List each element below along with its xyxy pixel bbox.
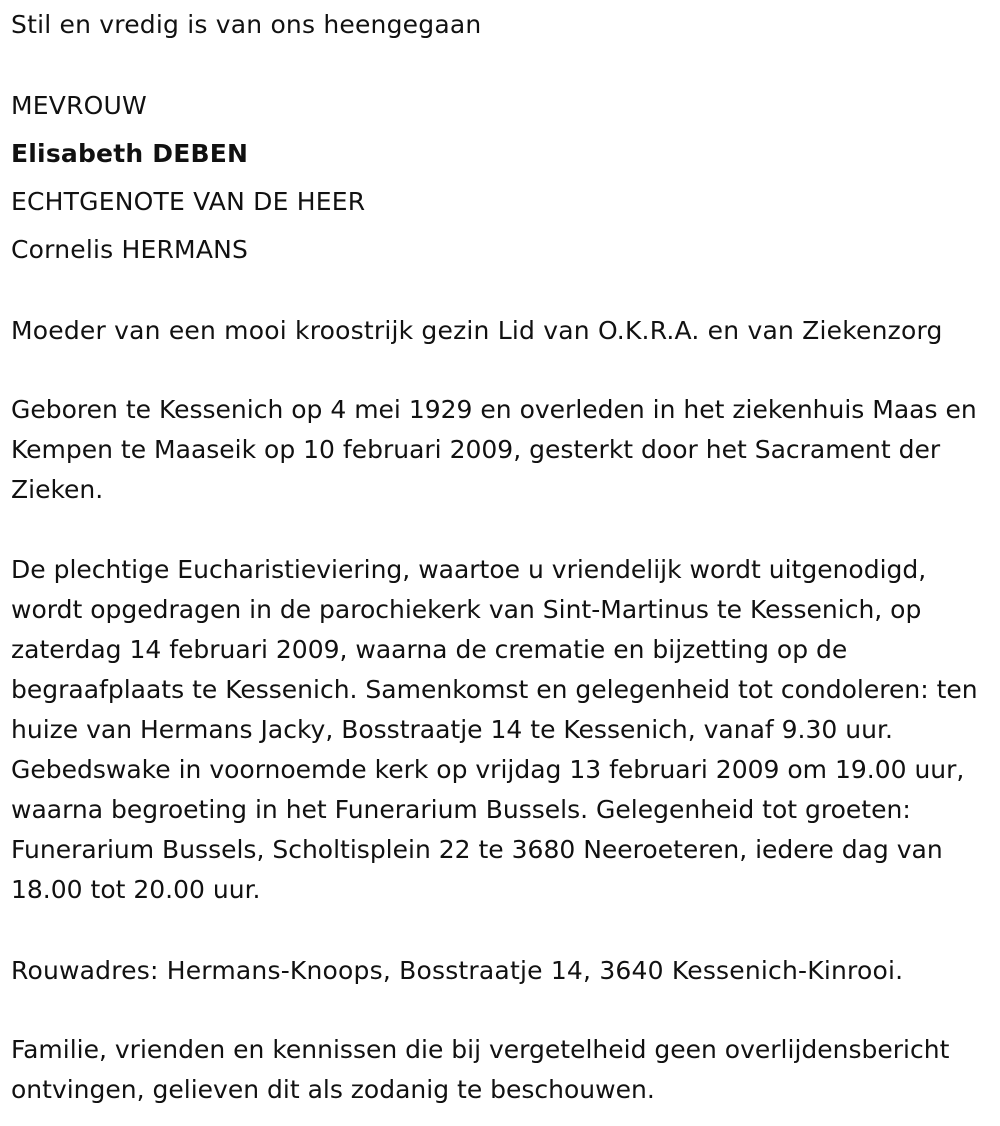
deceased-name: Elisabeth DEBEN: [11, 139, 249, 168]
description: Moeder van een mooi kroostrijk gezin Lid van O.K.R.A. en van Ziekenzorg: [11, 316, 943, 345]
ceremony-paragraph: De plechtige Eucharistieviering, waartoe u vriendelijk wordt uitgenodigd, wordt opgedragen in de parochiekerk van Sint-Martinus te Kessenich, op zaterdag 14 februari 2009, waarna de crematie en bijzetting op de begraafplaats te Kessenich. Samenkomst en gelegenheid tot condoleren: ten huize van Hermans Jacky, Bosstraatje 14 te Kessenich, vanaf 9.30 uur. Gebedswake in voornoemde kerk op vrijdag 13 februari 2009 om 19.00 uur, waarna begroeting in het Funerarium Bussels. Gelegenheid tot groeten: Funerarium Bussels, Scholtisplein 22 te 3680 Neeroeteren, iedere dag van 18.00 tot 20.00 uur.: [11, 555, 978, 904]
opening-line: Stil en vredig is van ons heengegaan: [11, 10, 482, 39]
spouse-label: ECHTGENOTE VAN DE HEER: [11, 187, 366, 216]
honorific: MEVROUW: [11, 91, 147, 120]
spouse-name: Cornelis HERMANS: [11, 235, 249, 264]
closing-paragraph: Familie, vrienden en kennissen die bij vergetelheid geen overlijdensbericht ontvingen, gelieven dit als zodanig te beschouwen.: [11, 1035, 950, 1104]
mourning-address: Rouwadres: Hermans-Knoops, Bosstraatje 14, 3640 Kessenich-Kinrooi.: [11, 956, 904, 985]
birth-death-paragraph: Geboren te Kessenich op 4 mei 1929 en overleden in het ziekenhuis Maas en Kempen te Maaseik op 10 februari 2009, gesterkt door het Sacrament der Zieken.: [11, 395, 977, 504]
